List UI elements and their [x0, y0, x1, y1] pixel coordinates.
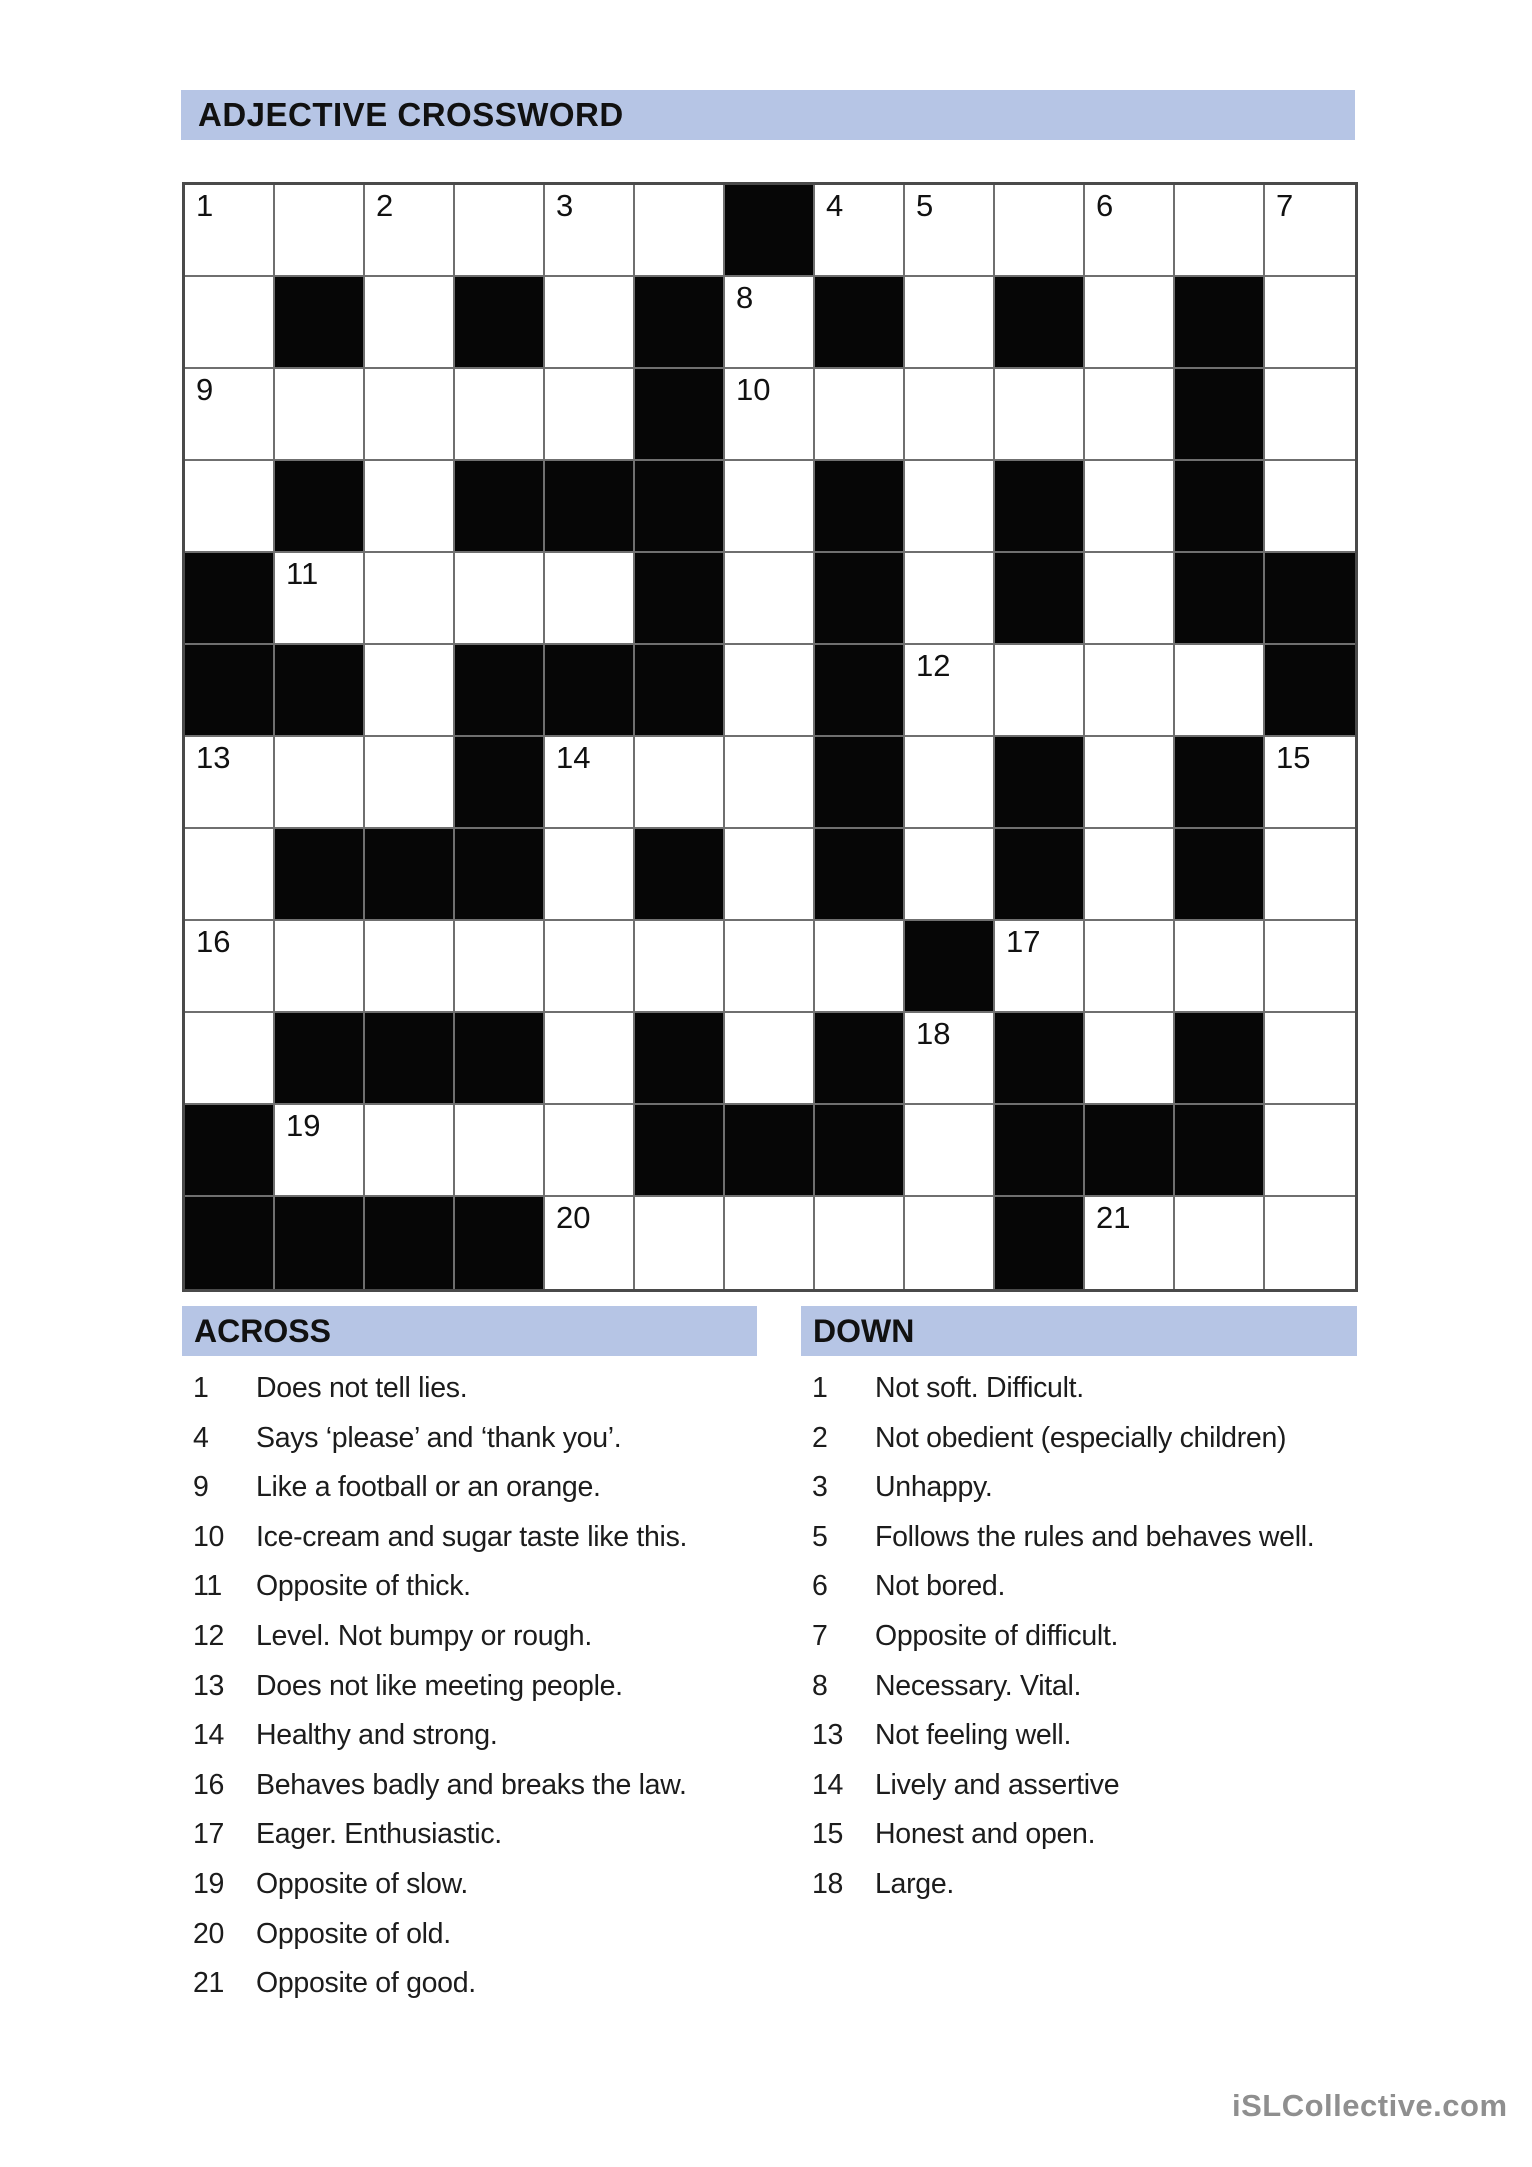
grid-cell-block [1265, 645, 1355, 737]
grid-cell[interactable] [1085, 829, 1175, 921]
clue-number: 16 [193, 1768, 225, 1801]
clue-text: Unhappy. [875, 1471, 993, 1504]
grid-cell-block [455, 737, 545, 829]
clue-number: 14 [193, 1719, 225, 1752]
grid-cell[interactable] [545, 737, 635, 829]
grid-cell-block [275, 645, 365, 737]
clue-text: Not feeling well. [875, 1719, 1072, 1752]
clue-text: Healthy and strong. [256, 1719, 498, 1752]
grid-cell[interactable] [725, 369, 815, 461]
grid-cell-block [995, 1105, 1085, 1197]
grid-cell[interactable] [1265, 737, 1355, 829]
across-clue [182, 1714, 757, 1764]
grid-cell[interactable] [185, 461, 275, 553]
grid-cell-block [905, 921, 995, 1013]
clue-text: Follows the rules and behaves well. [875, 1520, 1315, 1553]
across-clue [182, 1516, 757, 1566]
clue-number: 1 [193, 1372, 209, 1404]
down-clue [801, 1665, 1357, 1715]
grid-cell[interactable] [455, 921, 545, 1013]
grid-cell-block [815, 277, 905, 369]
clue-text: Opposite of difficult. [875, 1619, 1119, 1652]
grid-cell[interactable] [1085, 921, 1175, 1013]
grid-cell-block [185, 553, 275, 645]
clue-text: Says ‘please’ and ‘thank you’. [256, 1421, 622, 1454]
clue-number: 13 [812, 1719, 844, 1752]
clue-number: 9 [193, 1471, 209, 1504]
grid-cell-block [275, 829, 365, 921]
cell-number: 12 [916, 648, 951, 683]
grid-cell[interactable] [1175, 645, 1265, 737]
clue-number: 7 [812, 1619, 828, 1652]
clue-number: 15 [812, 1818, 844, 1851]
grid-cell[interactable] [545, 1105, 635, 1197]
clue-number: 14 [812, 1768, 844, 1801]
across-clue [182, 1863, 757, 1913]
across-clue [182, 1813, 757, 1863]
clue-number: 11 [193, 1570, 222, 1603]
title-bar [181, 90, 1355, 140]
grid-cell[interactable] [815, 921, 905, 1013]
grid-cell[interactable] [1085, 277, 1175, 369]
grid-cell-block [455, 829, 545, 921]
grid-cell[interactable] [185, 921, 275, 1013]
grid-cell[interactable] [185, 737, 275, 829]
grid-cell-block [1175, 461, 1265, 553]
clue-number: 18 [812, 1867, 844, 1900]
down-clue [801, 1615, 1357, 1665]
cell-number: 9 [196, 372, 214, 407]
grid-cell[interactable] [1085, 1013, 1175, 1105]
grid-cell[interactable] [365, 461, 455, 553]
grid-cell-block [815, 1013, 905, 1105]
grid-cell[interactable] [545, 277, 635, 369]
cell-number: 2 [376, 188, 394, 223]
across-clue [182, 1367, 757, 1417]
grid-cell[interactable] [365, 1105, 455, 1197]
grid-cell[interactable] [1175, 921, 1265, 1013]
grid-cell-block [545, 645, 635, 737]
grid-cell-block [185, 645, 275, 737]
grid-cell[interactable] [1265, 1197, 1355, 1289]
across-clue [182, 1615, 757, 1665]
watermark: iSLCollective.com [1232, 2088, 1508, 2123]
clue-text: Lively and assertive [875, 1768, 1120, 1801]
grid-cell[interactable] [545, 1197, 635, 1289]
down-clue-list [801, 1367, 1357, 1913]
grid-cell[interactable] [275, 737, 365, 829]
grid-cell[interactable] [995, 645, 1085, 737]
down-clue [801, 1565, 1357, 1615]
grid-cell[interactable] [635, 1197, 725, 1289]
grid-cell[interactable] [725, 921, 815, 1013]
grid-cell-block [365, 1013, 455, 1105]
down-header-bar [801, 1306, 1357, 1356]
grid-cell[interactable] [1085, 1197, 1175, 1289]
grid-cell-block [455, 645, 545, 737]
clue-number: 17 [193, 1818, 225, 1851]
grid-cell[interactable] [275, 1105, 365, 1197]
cell-number: 5 [916, 188, 934, 223]
grid-cell-block [635, 461, 725, 553]
grid-cell[interactable] [275, 185, 365, 277]
grid-cell[interactable] [455, 185, 545, 277]
grid-cell-block [815, 645, 905, 737]
grid-cell-block [275, 1197, 365, 1289]
clue-text: Ice-cream and sugar taste like this. [256, 1520, 688, 1553]
grid-cell-block [1175, 369, 1265, 461]
grid-cell[interactable] [275, 921, 365, 1013]
grid-cell[interactable] [905, 553, 995, 645]
across-clue [182, 1417, 757, 1467]
clue-text: Does not like meeting people. [256, 1669, 623, 1702]
grid-cell[interactable] [725, 1197, 815, 1289]
grid-cell[interactable] [905, 1013, 995, 1105]
grid-cell-block [455, 1197, 545, 1289]
grid-cell[interactable] [1175, 1197, 1265, 1289]
grid-cell[interactable] [905, 277, 995, 369]
clue-text: Does not tell lies. [256, 1372, 468, 1404]
clue-text: Like a football or an orange. [256, 1471, 601, 1504]
grid-cell-block [1175, 277, 1265, 369]
grid-cell-block [995, 737, 1085, 829]
grid-cell-block [725, 185, 815, 277]
clue-number: 19 [193, 1867, 225, 1900]
grid-cell-block [635, 829, 725, 921]
grid-cell[interactable] [365, 553, 455, 645]
clue-number: 3 [812, 1471, 828, 1504]
down-header: DOWN [813, 1312, 915, 1349]
grid-cell[interactable] [905, 737, 995, 829]
clue-number: 6 [812, 1570, 828, 1603]
grid-cell[interactable] [815, 369, 905, 461]
across-header-bar [182, 1306, 757, 1356]
grid-cell-block [995, 461, 1085, 553]
clue-number: 20 [193, 1917, 225, 1950]
clue-text: Behaves badly and breaks the law. [256, 1768, 687, 1801]
grid-cell-block [185, 1197, 275, 1289]
across-clue-list [182, 1367, 757, 2012]
clue-number: 5 [812, 1520, 828, 1553]
cell-number: 3 [556, 188, 574, 223]
clue-text: Opposite of good. [256, 1967, 476, 2000]
across-header: ACROSS [194, 1312, 331, 1349]
grid-cell[interactable] [905, 645, 995, 737]
clue-number: 2 [812, 1421, 828, 1454]
grid-cell[interactable] [635, 185, 725, 277]
grid-cell[interactable] [545, 553, 635, 645]
grid-cell-block [635, 553, 725, 645]
cell-number: 13 [196, 740, 231, 775]
grid-cell-block [1175, 737, 1265, 829]
clue-text: Honest and open. [875, 1818, 1096, 1851]
grid-cell-block [635, 369, 725, 461]
cell-number: 4 [826, 188, 844, 223]
cell-number: 21 [1096, 1200, 1131, 1235]
down-clue [801, 1863, 1357, 1913]
down-clue [801, 1367, 1357, 1417]
grid-cell-block [635, 1013, 725, 1105]
grid-cell[interactable] [905, 369, 995, 461]
grid-cell[interactable] [635, 921, 725, 1013]
grid-cell[interactable] [1085, 737, 1175, 829]
grid-cell-block [455, 277, 545, 369]
grid-cell[interactable] [455, 553, 545, 645]
grid-cell-block [275, 461, 365, 553]
cell-number: 7 [1276, 188, 1294, 223]
across-clue [182, 1764, 757, 1814]
grid-cell-block [1175, 829, 1265, 921]
cell-number: 20 [556, 1200, 591, 1235]
grid-cell-block [815, 829, 905, 921]
across-clue [182, 1466, 757, 1516]
grid-cell[interactable] [725, 737, 815, 829]
grid-cell[interactable] [1175, 185, 1265, 277]
clue-text: Not bored. [875, 1570, 1006, 1603]
across-clue [182, 1913, 757, 1963]
cell-number: 6 [1096, 188, 1114, 223]
grid-cell[interactable] [365, 185, 455, 277]
grid-cell[interactable] [725, 277, 815, 369]
clue-number: 12 [193, 1619, 225, 1652]
grid-cell[interactable] [905, 185, 995, 277]
clue-number: 4 [193, 1421, 209, 1454]
grid-cell[interactable] [905, 1105, 995, 1197]
grid-cell[interactable] [905, 461, 995, 553]
grid-cell-block [1175, 553, 1265, 645]
clue-number: 10 [193, 1520, 225, 1553]
cell-number: 15 [1276, 740, 1311, 775]
grid-cell[interactable] [365, 921, 455, 1013]
grid-cell-block [635, 277, 725, 369]
grid-cell[interactable] [725, 553, 815, 645]
grid-cell-block [1175, 1105, 1265, 1197]
cell-number: 8 [736, 280, 754, 315]
grid-cell[interactable] [1265, 277, 1355, 369]
grid-cell-block [815, 553, 905, 645]
grid-cell-block [725, 1105, 815, 1197]
grid-cell[interactable] [185, 369, 275, 461]
grid-cell-block [995, 1013, 1085, 1105]
clue-text: Level. Not bumpy or rough. [256, 1619, 592, 1652]
grid-cell[interactable] [545, 369, 635, 461]
down-clue [801, 1813, 1357, 1863]
grid-cell-block [815, 461, 905, 553]
down-clue [801, 1466, 1357, 1516]
clue-number: 8 [812, 1669, 828, 1702]
grid-cell[interactable] [815, 185, 905, 277]
grid-cell-block [635, 645, 725, 737]
clue-number: 1 [812, 1372, 828, 1404]
grid-cell-block [1265, 553, 1355, 645]
down-clue [801, 1417, 1357, 1467]
grid-cell[interactable] [545, 185, 635, 277]
grid-cell[interactable] [995, 921, 1085, 1013]
grid-cell[interactable] [1265, 369, 1355, 461]
grid-cell[interactable] [1085, 645, 1175, 737]
grid-cell-block [365, 1197, 455, 1289]
clue-text: Opposite of old. [256, 1917, 451, 1950]
grid-cell[interactable] [1085, 553, 1175, 645]
cell-number: 17 [1006, 924, 1041, 959]
cell-number: 10 [736, 372, 771, 407]
grid-cell[interactable] [365, 277, 455, 369]
grid-cell[interactable] [185, 277, 275, 369]
across-clue [182, 1962, 757, 2012]
grid-cell-block [275, 277, 365, 369]
grid-cell[interactable] [725, 1013, 815, 1105]
clue-text: Large. [875, 1867, 955, 1900]
grid-cell-block [365, 829, 455, 921]
grid-cell-block [455, 461, 545, 553]
grid-cell-block [815, 737, 905, 829]
grid-cell[interactable] [1085, 185, 1175, 277]
grid-cell-block [995, 553, 1085, 645]
cell-number: 18 [916, 1016, 951, 1051]
clue-text: Opposite of slow. [256, 1867, 468, 1900]
grid-cell[interactable] [995, 369, 1085, 461]
grid-cell[interactable] [1265, 829, 1355, 921]
grid-cell-block [275, 1013, 365, 1105]
cell-number: 19 [286, 1108, 321, 1143]
grid-cell-block [545, 461, 635, 553]
grid-cell[interactable] [1085, 369, 1175, 461]
clue-text: Not soft. Difficult. [875, 1372, 1084, 1404]
down-clue [801, 1516, 1357, 1566]
cell-number: 11 [286, 556, 319, 591]
across-clue [182, 1665, 757, 1715]
grid-cell[interactable] [905, 1197, 995, 1289]
cell-number: 14 [556, 740, 591, 775]
grid-cell[interactable] [725, 829, 815, 921]
grid-cell[interactable] [185, 829, 275, 921]
grid-cell[interactable] [1265, 921, 1355, 1013]
grid-cell[interactable] [725, 645, 815, 737]
grid-cell[interactable] [995, 185, 1085, 277]
grid-cell[interactable] [1085, 461, 1175, 553]
cell-number: 16 [196, 924, 231, 959]
grid-cell[interactable] [365, 369, 455, 461]
grid-cell-block [635, 1105, 725, 1197]
grid-cell-block [995, 829, 1085, 921]
grid-cell[interactable] [905, 829, 995, 921]
clue-text: Opposite of thick. [256, 1570, 471, 1603]
down-clue [801, 1714, 1357, 1764]
grid-cell-block [995, 277, 1085, 369]
grid-cell[interactable] [185, 1013, 275, 1105]
across-clue [182, 1565, 757, 1615]
grid-cell[interactable] [1265, 185, 1355, 277]
grid-cell[interactable] [545, 829, 635, 921]
grid-cell[interactable] [185, 185, 275, 277]
cell-number: 1 [196, 188, 214, 223]
grid-cell-block [815, 1105, 905, 1197]
grid-cell-block [995, 1197, 1085, 1289]
grid-cell[interactable] [365, 645, 455, 737]
grid-cell[interactable] [455, 1105, 545, 1197]
grid-cell[interactable] [1265, 1013, 1355, 1105]
grid-cell[interactable] [365, 737, 455, 829]
grid-cell-block [1085, 1105, 1175, 1197]
grid-cell[interactable] [635, 737, 725, 829]
grid-cell[interactable] [725, 461, 815, 553]
grid-cell[interactable] [815, 1197, 905, 1289]
page-title: ADJECTIVE CROSSWORD [198, 96, 624, 133]
grid-cell-block [1175, 1013, 1265, 1105]
clue-text: Not obedient (especially children) [875, 1421, 1287, 1454]
grid-cell[interactable] [1265, 1105, 1355, 1197]
crossword-grid [182, 182, 1358, 1292]
grid-cell[interactable] [275, 369, 365, 461]
grid-cell[interactable] [545, 921, 635, 1013]
clue-text: Eager. Enthusiastic. [256, 1818, 502, 1851]
grid-cell[interactable] [545, 1013, 635, 1105]
grid-cell-block [185, 1105, 275, 1197]
grid-cell[interactable] [455, 369, 545, 461]
clue-text: Necessary. Vital. [875, 1669, 1082, 1702]
down-clue [801, 1764, 1357, 1814]
clue-number: 21 [193, 1967, 225, 2000]
grid-cell[interactable] [275, 553, 365, 645]
clue-number: 13 [193, 1669, 225, 1702]
grid-cell[interactable] [1265, 461, 1355, 553]
grid-cell-block [455, 1013, 545, 1105]
